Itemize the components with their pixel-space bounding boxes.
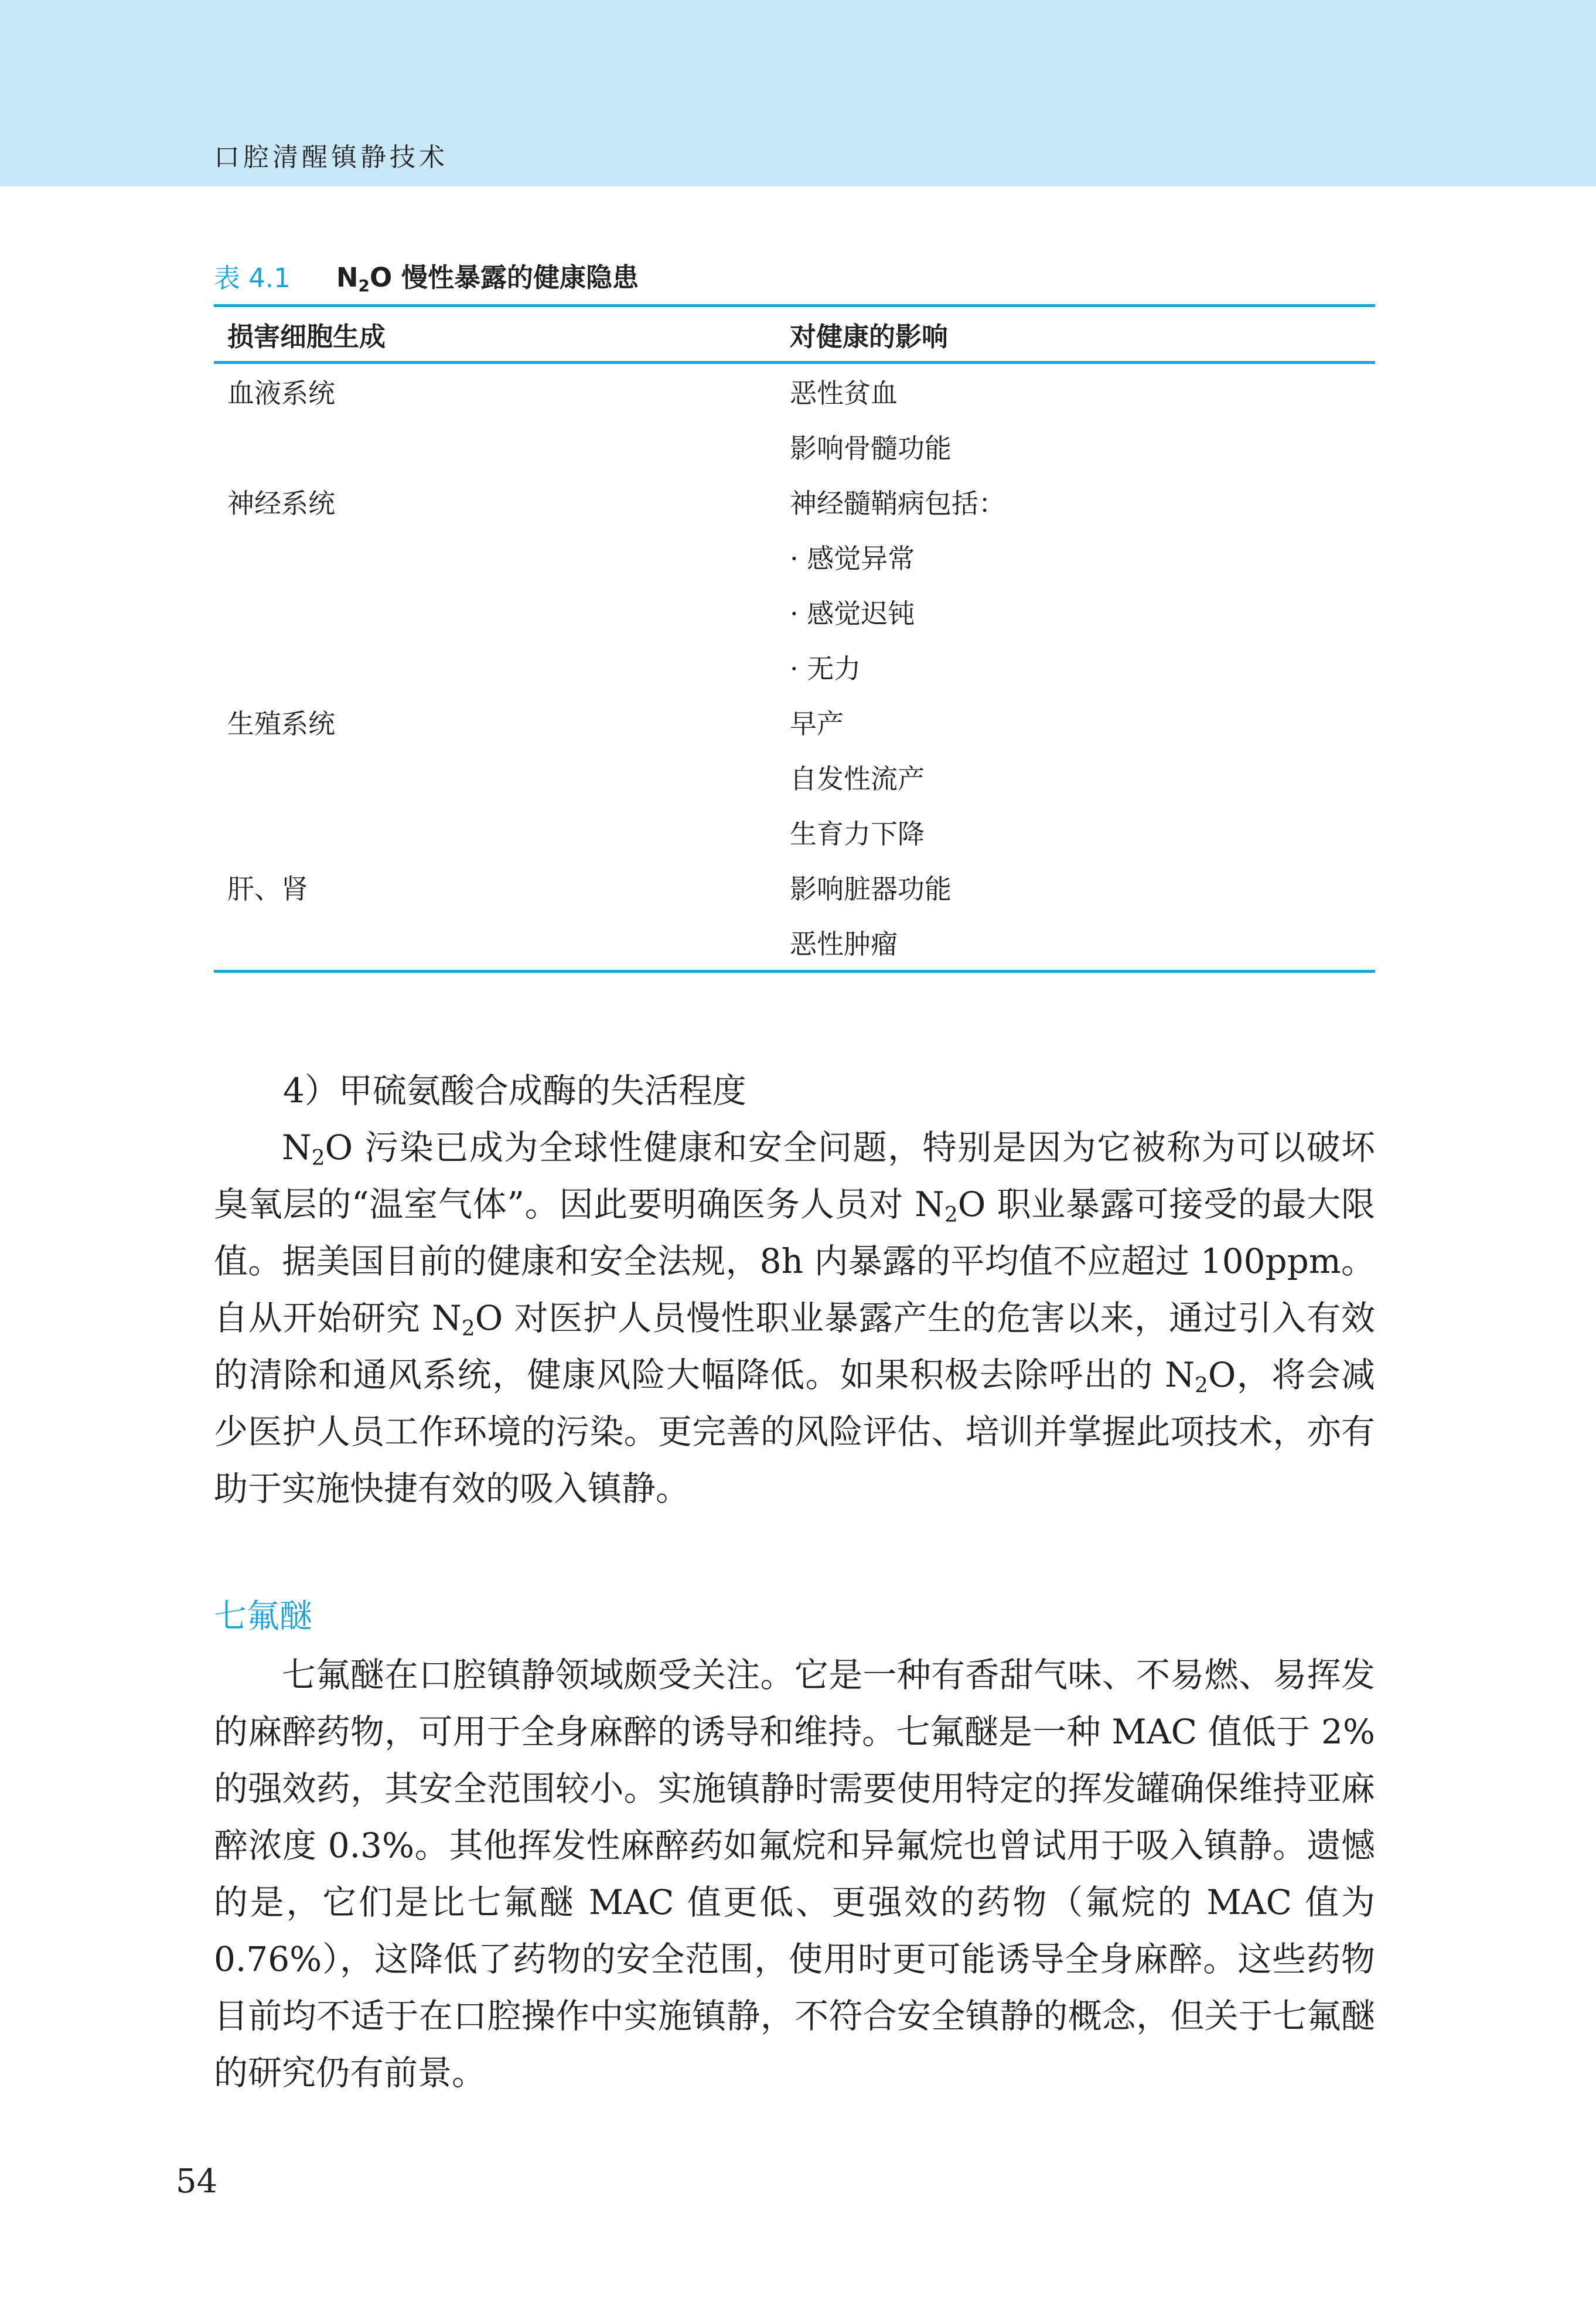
system-cell xyxy=(214,584,776,639)
table-number: 表 4.1 xyxy=(214,262,291,294)
section-heading-sevoflurane: 七氟醚 xyxy=(214,1598,312,1636)
effect-cell: 早产 xyxy=(790,708,844,740)
system-cell xyxy=(214,915,776,972)
table-title: $N_2O$ 慢性暴露的健康隐患 xyxy=(336,261,639,295)
table-row xyxy=(214,860,1375,915)
effect-cell: · 无力 xyxy=(790,653,861,684)
system-cell: 肝、肾 xyxy=(227,873,308,905)
effect-cell: 神经髓鞘病包括： xyxy=(790,488,1005,519)
effect-cell: · 感觉迟钝 xyxy=(790,598,915,629)
effect-cell: 影响脏器功能 xyxy=(790,873,952,905)
system-cell xyxy=(214,805,776,860)
table-row xyxy=(214,529,1375,584)
paragraph-n2o-pollution: $N_2O$ 污染已成为全球性健康和安全问题，特别是因为它被称为可以破坏臭氧层的“温室气体”。因此要明确医务人员对 $N_2O$ 职业暴露可接受的最大限值。据美国目前的健康和安全法规，8h 内暴露的平均值不应超过 100ppm。自从开始研究 $N_2O$ 对医护人员慢性职业暴露产生的危害以来，通过引入有效的清除和通风系统，健康风险大幅降低。如果积极去除呼出的 $N_2O$，将会减少医护人员工作环境的污染。更完善的风险评估、培训并掌握此项技术，亦有助于实施快捷有效的吸入镇静。 xyxy=(214,1128,1375,1508)
effect-cell: 自发性流产 xyxy=(790,763,925,795)
system-cell: 生殖系统 xyxy=(227,708,335,740)
system-cell: 神经系统 xyxy=(227,488,335,519)
system-cell xyxy=(214,750,776,805)
effect-cell: 生育力下降 xyxy=(790,818,925,850)
table-row xyxy=(214,915,1375,972)
subheading-methionine-synthase: 4）甲硫氨酸合成酶的失活程度 xyxy=(283,1071,746,1111)
system-cell: 血液系统 xyxy=(227,377,335,409)
table-header-row xyxy=(214,306,1375,363)
system-cell xyxy=(214,639,776,694)
column-header: 损害细胞生成 xyxy=(214,306,776,363)
effect-cell: 恶性肿瘤 xyxy=(776,915,1375,972)
system-cell xyxy=(214,419,776,474)
effect-cell: · 感觉异常 xyxy=(790,543,915,574)
paragraph-sevoflurane: 七氟醚在口腔镇静领域颇受关注。它是一种有香甜气味、不易燃、易挥发的麻醉药物，可用于全身麻醉的诱导和维持。七氟醚是一种 MAC 值低于 2% 的强效药，其安全范围较小。实施镇静时需要使用特定的挥发罐确保维持亚麻醉浓度 0.3%。其他挥发性麻醉药如氟烷和异氟烷也曾试用于吸入镇静。遗憾的是，它们是比七氟醚 MAC 值更低、更强效的药物（氟烷的 MAC 值为 0.76%），这降低了药物的安全范围，使用时更可能诱导全身麻醉。这些药物目前均不适于在口腔操作中实施镇静，不符合安全镇静的概念，但关于七氟醚的研究仍有前景。 xyxy=(214,1655,1375,2093)
table-row xyxy=(214,694,1375,750)
table-row xyxy=(214,805,1375,860)
table-row xyxy=(214,419,1375,474)
running-head: 口腔清醒镇静技术 xyxy=(214,142,448,172)
table-caption xyxy=(214,257,639,294)
effect-cell: 恶性贫血 xyxy=(790,377,898,409)
effect-cell: 影响骨髓功能 xyxy=(790,432,952,464)
column-header: 对健康的影响 xyxy=(776,306,1375,363)
table-row xyxy=(214,750,1375,805)
system-cell xyxy=(214,529,776,584)
table-row xyxy=(214,474,1375,529)
table-row xyxy=(214,363,1375,420)
health-risk-table xyxy=(214,304,1375,973)
table-row xyxy=(214,584,1375,639)
page-number: 54 xyxy=(176,2162,218,2201)
table-row xyxy=(214,639,1375,694)
